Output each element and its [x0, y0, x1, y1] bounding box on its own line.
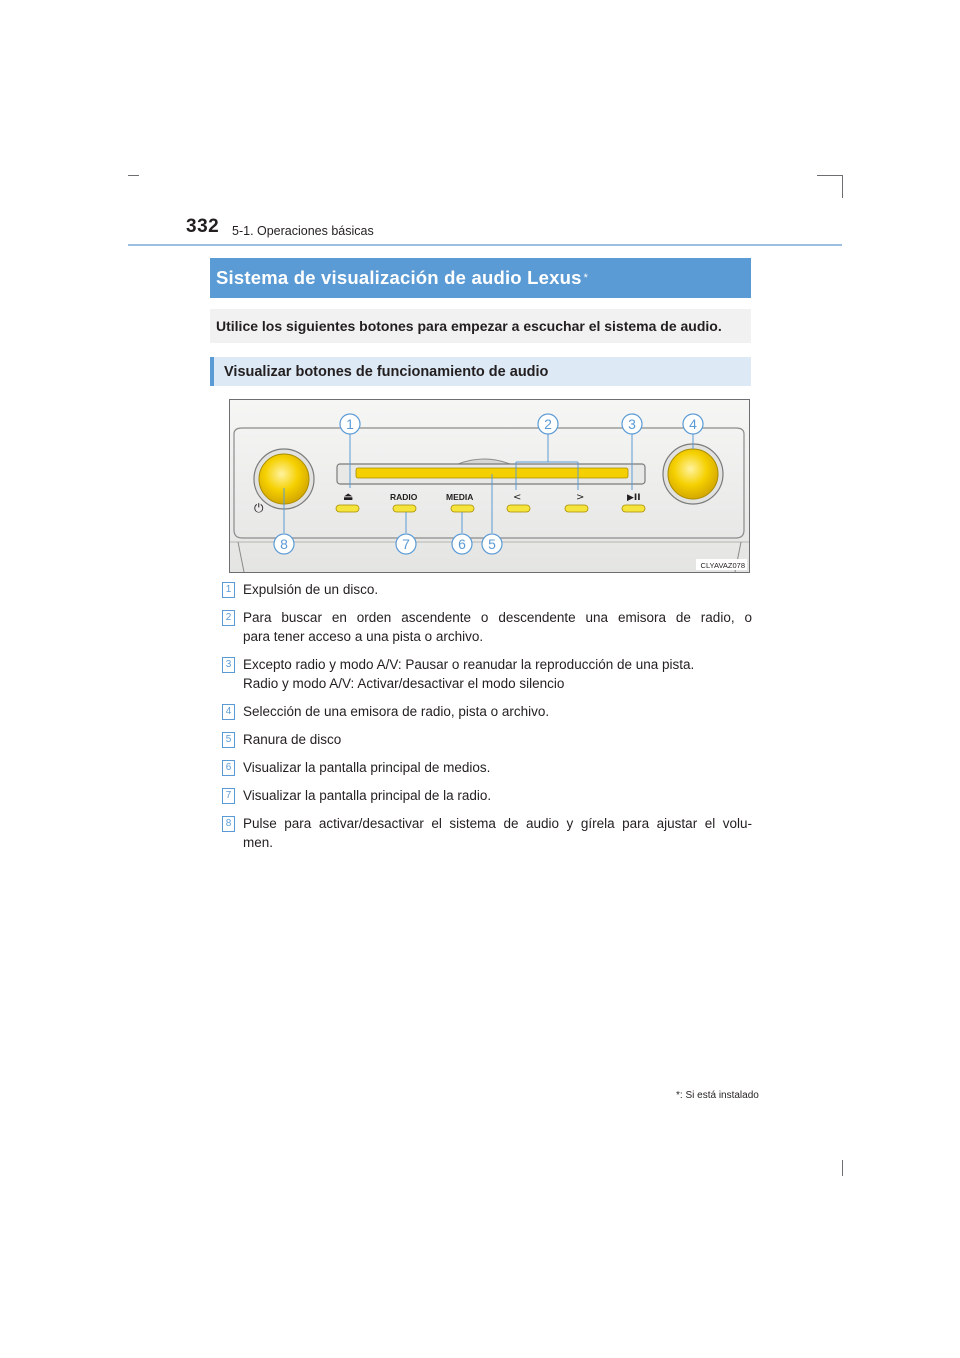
- play-pause-button: [622, 505, 645, 512]
- legend-number: 6: [222, 760, 235, 776]
- radio-button: [393, 505, 416, 512]
- eject-icon: ⏏: [343, 490, 354, 503]
- callout-5: 5: [488, 536, 496, 552]
- section-label: 5-1. Operaciones básicas: [232, 224, 374, 238]
- eject-button: [336, 505, 359, 512]
- crop-mark: [817, 175, 843, 176]
- legend-item: [222, 580, 752, 599]
- legend-text: Pulse para activar/desactivar el sistema de audio y gírela para ajustar el volu-: [243, 816, 752, 831]
- media-button: [451, 505, 474, 512]
- callout-7: 7: [402, 536, 410, 552]
- callout-4: 4: [689, 416, 697, 432]
- radio-label: RADIO: [390, 492, 418, 502]
- intro-text: Utilice los siguientes botones para empezar a escuchar el sistema de audio.: [210, 309, 751, 343]
- legend-number: 4: [222, 704, 235, 720]
- tune-knob: [668, 449, 718, 499]
- legend-item: [222, 702, 752, 721]
- legend-text: Ranura de disco: [243, 732, 342, 747]
- crop-mark: [128, 175, 139, 176]
- callout-2: 2: [544, 416, 552, 432]
- legend-list: [222, 580, 752, 861]
- media-label: MEDIA: [446, 492, 474, 502]
- legend-number: 7: [222, 788, 235, 804]
- page-title: Sistema de visualización de audio Lexus: [216, 267, 582, 288]
- legend-item: [222, 730, 752, 749]
- legend-number: 1: [222, 582, 235, 598]
- legend-text: para tener acceso a una pista o archivo.: [243, 629, 484, 644]
- legend-number: 2: [222, 610, 235, 626]
- legend-item: [222, 758, 752, 777]
- figure-code: CLYAVAZ078: [700, 561, 745, 570]
- legend-text: men.: [243, 835, 274, 850]
- callout-8: 8: [280, 536, 288, 552]
- legend-text: Para buscar en orden ascendente o descendente una emisora de radio, o: [243, 610, 752, 625]
- legend-text: Radio y modo A/V: Activar/desactivar el modo silencio: [243, 676, 565, 691]
- legend-text: Selección de una emisora de radio, pista o archivo.: [243, 704, 550, 719]
- header-rule: [128, 244, 842, 246]
- legend-item: [222, 655, 752, 693]
- legend-number: 5: [222, 732, 235, 748]
- legend-item: [222, 814, 752, 852]
- legend-number: 8: [222, 816, 235, 832]
- subheading: Visualizar botones de funcionamiento de audio: [210, 357, 751, 386]
- footnote-text: : Si está instalado: [679, 1090, 759, 1101]
- callout-6: 6: [458, 536, 466, 552]
- legend-item: [222, 608, 752, 646]
- prev-label: <: [513, 492, 522, 503]
- legend-text: Excepto radio y modo A/V: Pausar o reanudar la reproducción de una pista.: [243, 657, 695, 672]
- legend-text: Visualizar la pantalla principal de medios.: [243, 760, 491, 775]
- footnote: [676, 1090, 759, 1101]
- crop-mark: [842, 175, 843, 198]
- audio-panel-illustration: [230, 400, 749, 572]
- callout-1: 1: [346, 416, 354, 432]
- title-footnote-marker: *: [583, 272, 588, 284]
- crop-mark: [842, 1160, 843, 1176]
- legend-number: 3: [222, 657, 235, 673]
- next-label: >: [576, 492, 585, 503]
- prev-button: [507, 505, 530, 512]
- footnote-marker: *: [676, 1090, 680, 1101]
- legend-item: [222, 786, 752, 805]
- legend-text: Expulsión de un disco.: [243, 582, 379, 597]
- legend-text: Visualizar la pantalla principal de la radio.: [243, 788, 492, 803]
- play-pause-label: ▶II: [627, 493, 641, 503]
- power-icon: ⏻: [254, 501, 264, 515]
- page-number: 332: [186, 216, 220, 237]
- next-button: [565, 505, 588, 512]
- audio-panel-figure: [229, 399, 750, 573]
- callout-3: 3: [628, 416, 636, 432]
- title-bar: [210, 258, 751, 298]
